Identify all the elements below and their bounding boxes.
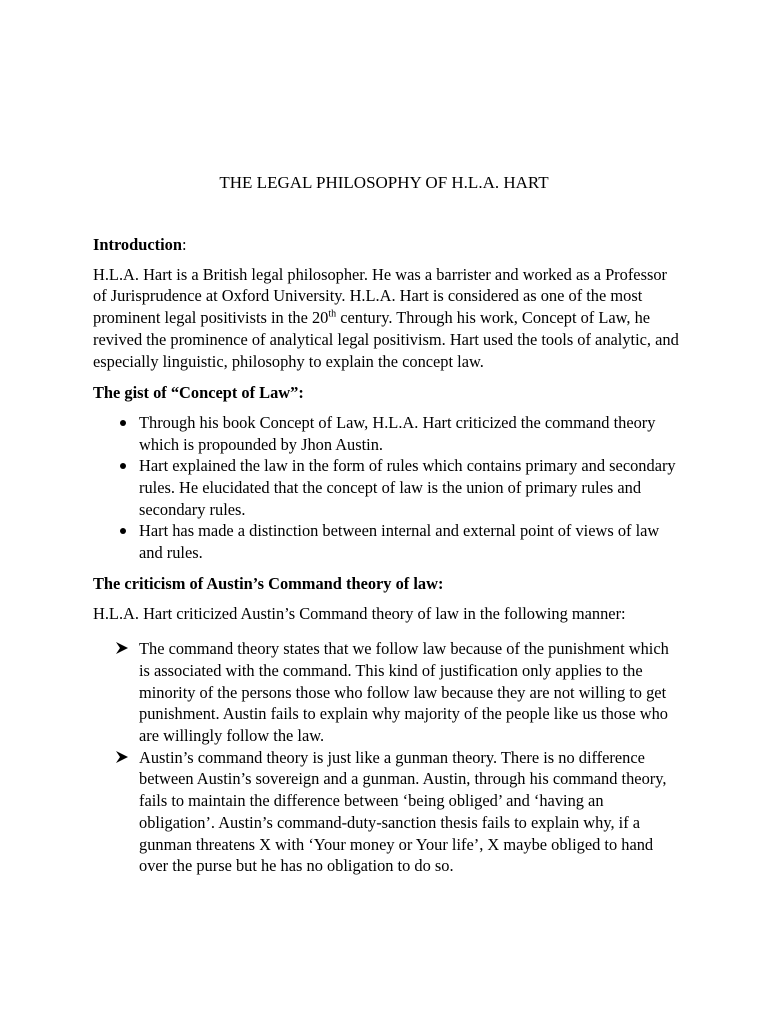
gist-heading-text: The gist of “Concept of Law”: — [93, 383, 304, 403]
introduction-paragraph-superscript: th — [328, 308, 337, 320]
gist-bullet-item — [93, 520, 683, 563]
criticism-heading — [93, 573, 683, 595]
arrowhead-bullet-icon — [115, 749, 129, 765]
introduction-paragraph — [93, 264, 683, 373]
gist-bullet-text: Through his book Concept of Law, H.L.A. Hart criticized the command theory which is propounded by Jhon Austin. — [139, 412, 656, 454]
introduction-heading-colon: : — [181, 235, 187, 254]
introduction-heading-text: Introduction — [93, 235, 182, 254]
document-body — [93, 234, 683, 877]
gist-bullet-text: Hart has made a distinction between internal and external point of views of law and rules. — [139, 521, 660, 563]
introduction-paragraph-part1: H.L.A. Hart is a British legal philosopher. He was a barrister and worked as a Professor of Jurisprudence at Oxford University. H.L.A. Hart is considered as one of the most prominent legal positivists in the 20 — [93, 264, 667, 328]
criticism-point-text: Austin’s command theory is just like a gunman theory. There is no difference between Austin’s sovereign and a gunman. Austin, through his command theory, fails to maintain the difference between ‘being obliged’ and ‘having an obligation’. Austin’s command-duty-sanction thesis fails to explain why, if a gunman threatens X with ‘Your money or Your life’, X maybe obliged to hand over the purse but he has no obligation to do so. — [139, 747, 667, 876]
introduction-heading — [93, 234, 683, 256]
bullet-dot-icon — [115, 455, 131, 477]
document-title: THE LEGAL PHILOSOPHY OF H.L.A. HART — [219, 173, 549, 192]
gist-bullet-item — [93, 412, 683, 455]
gist-bullet-text: Hart explained the law in the form of rules which contains primary and secondary rules. He elucidated that the concept of law is the union of primary rules and secondary rules. — [139, 456, 676, 519]
criticism-point-item — [93, 638, 683, 747]
gist-heading — [93, 382, 683, 404]
criticism-arrow-list — [93, 638, 683, 877]
bullet-dot-icon — [115, 412, 131, 434]
criticism-point-text: The command theory states that we follow law because of the punishment which is associated with the command. This kind of justification only applies to the minority of the persons those who follow law because they are not willing to get punishment. Austin fails to explain why majority of the people like us those who are willingly follow the law. — [139, 639, 669, 746]
arrowhead-bullet-icon — [115, 640, 129, 656]
gist-bullet-list — [93, 412, 683, 564]
criticism-point-item — [93, 747, 683, 877]
bullet-dot-icon — [115, 520, 131, 542]
criticism-heading-text: The criticism of Austin’s Command theory of law: — [93, 573, 444, 593]
criticism-intro: H.L.A. Hart criticized Austin’s Command theory of law in the following manner: — [93, 603, 626, 623]
gist-bullet-item — [93, 455, 683, 520]
introduction-paragraph-part2: century. Through his work, Concept of Law, he revived the prominence of analytical legal positivism. Hart used the tools of analytic, and especially linguistic, philosophy to explain the concept law. — [93, 308, 679, 371]
